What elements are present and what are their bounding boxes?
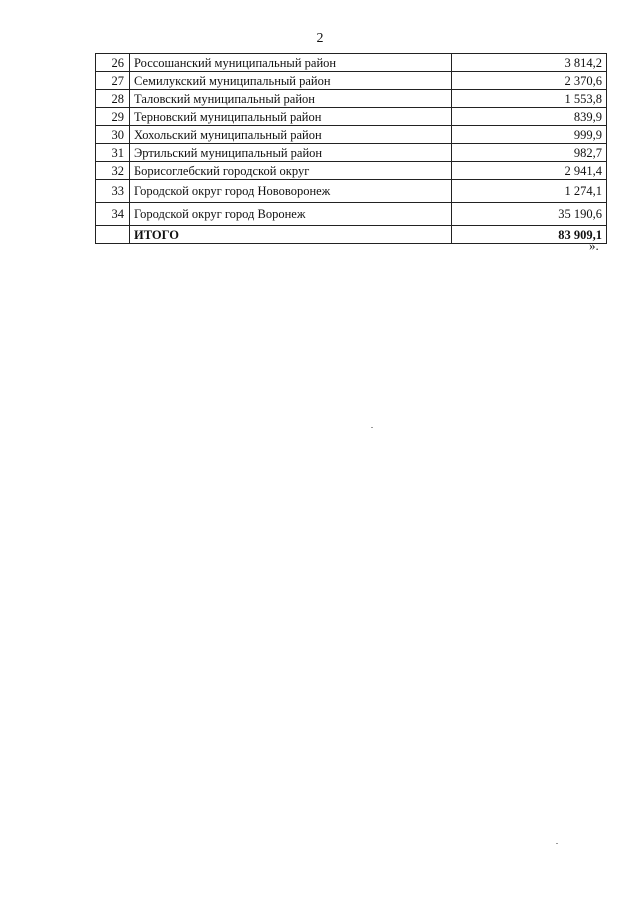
total-label: ИТОГО <box>130 226 452 244</box>
table-row <box>96 203 607 226</box>
row-name: Городской округ город Воронеж <box>130 203 452 226</box>
row-name: Семилукский муниципальный район <box>130 72 452 90</box>
closing-quote-mark: ». <box>589 238 599 253</box>
total-number <box>96 226 130 244</box>
row-number: 30 <box>96 126 130 144</box>
allocation-table <box>95 53 607 244</box>
row-number: 34 <box>96 203 130 226</box>
row-name: Россошанский муниципальный район <box>130 54 452 72</box>
row-name: Борисоглебский городской округ <box>130 162 452 180</box>
row-value: 999,9 <box>452 126 607 144</box>
table-row <box>96 72 607 90</box>
row-name: Эртильский муниципальный район <box>130 144 452 162</box>
row-value: 839,9 <box>452 108 607 126</box>
table-row <box>96 126 607 144</box>
page-number: 2 <box>316 31 324 46</box>
scan-speck <box>556 843 558 844</box>
table-row <box>96 90 607 108</box>
row-number: 27 <box>96 72 130 90</box>
row-value: 2 941,4 <box>452 162 607 180</box>
row-name: Хохольский муниципальный район <box>130 126 452 144</box>
row-value: 1 553,8 <box>452 90 607 108</box>
total-row <box>96 226 607 244</box>
table-row <box>96 144 607 162</box>
row-name: Таловский муниципальный район <box>130 90 452 108</box>
row-number: 33 <box>96 180 130 203</box>
table-row <box>96 108 607 126</box>
table-row <box>96 180 607 203</box>
row-value: 35 190,6 <box>452 203 607 226</box>
table-row <box>96 54 607 72</box>
row-value: 3 814,2 <box>452 54 607 72</box>
row-number: 28 <box>96 90 130 108</box>
row-number: 31 <box>96 144 130 162</box>
row-value: 1 274,1 <box>452 180 607 203</box>
row-number: 26 <box>96 54 130 72</box>
total-value: 83 909,1 <box>452 226 607 244</box>
row-value: 982,7 <box>452 144 607 162</box>
row-name: Терновский муниципальный район <box>130 108 452 126</box>
row-name: Городской округ город Нововоронеж <box>130 180 452 203</box>
table-row <box>96 162 607 180</box>
row-value: 2 370,6 <box>452 72 607 90</box>
row-number: 32 <box>96 162 130 180</box>
scan-speck <box>371 427 373 428</box>
row-number: 29 <box>96 108 130 126</box>
